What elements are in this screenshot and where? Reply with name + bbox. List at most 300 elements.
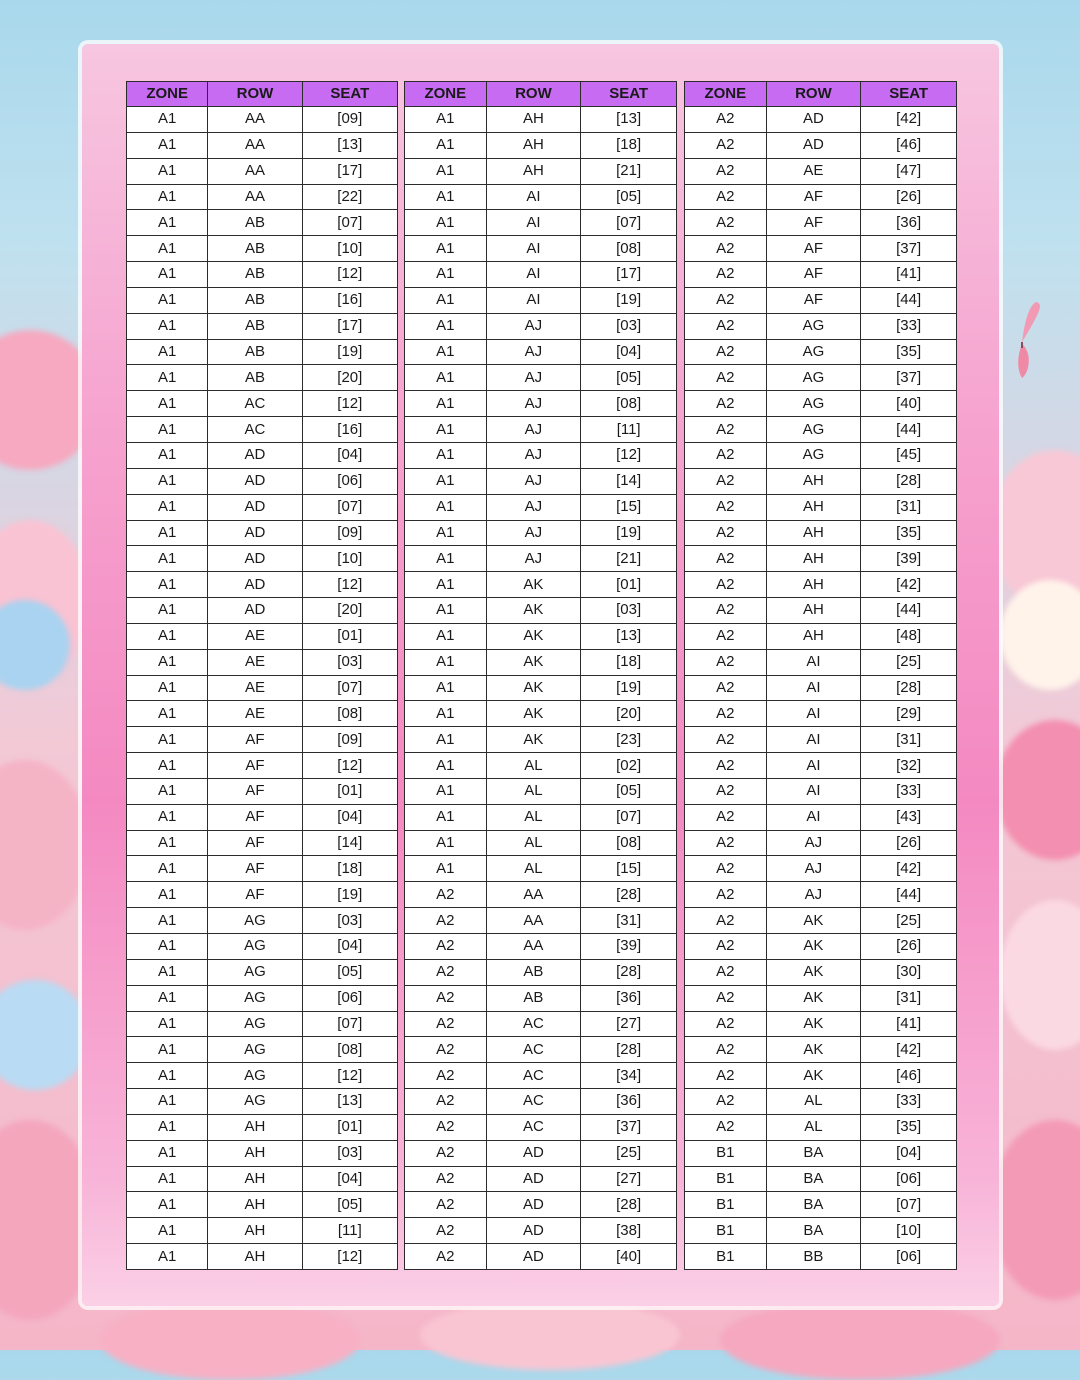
row-cell: AG [766, 313, 861, 339]
zone-cell: A1 [127, 1192, 208, 1218]
seat-cell: [13] [302, 132, 397, 158]
table-row [405, 184, 677, 210]
zone-cell: A1 [127, 1244, 208, 1270]
table-row [405, 830, 677, 856]
table-row [405, 365, 677, 391]
seat-cell: [28] [581, 882, 677, 908]
row-cell: AH [208, 1166, 302, 1192]
row-cell: AK [766, 908, 861, 934]
zone-cell: A1 [127, 572, 208, 598]
zone-cell: A1 [405, 132, 487, 158]
zone-cell: A2 [685, 365, 767, 391]
table-row [685, 598, 957, 624]
table-row [685, 753, 957, 779]
seat-cell: [37] [861, 236, 957, 262]
zone-cell: A2 [685, 1114, 767, 1140]
table-row [685, 1114, 957, 1140]
zone-cell: A2 [685, 882, 767, 908]
seat-cell: [36] [581, 985, 677, 1011]
zone-cell: A2 [685, 236, 767, 262]
seat-cell: [28] [581, 959, 677, 985]
zone-cell: A1 [127, 1114, 208, 1140]
table-row [127, 262, 398, 288]
zone-cell: A2 [685, 830, 767, 856]
seat-cell: [27] [581, 1166, 677, 1192]
seat-cell: [05] [581, 365, 677, 391]
zone-cell: A1 [127, 417, 208, 443]
zone-cell: A1 [127, 158, 208, 184]
row-cell: AA [208, 107, 302, 133]
zone-cell: A1 [405, 158, 487, 184]
row-cell: AG [766, 339, 861, 365]
row-cell: AG [766, 442, 861, 468]
table-row [685, 1140, 957, 1166]
table-row [127, 804, 398, 830]
row-cell: AB [208, 365, 302, 391]
table-row [405, 1089, 677, 1115]
zone-cell: A1 [405, 313, 487, 339]
seat-cell: [06] [302, 468, 397, 494]
row-cell: AK [486, 649, 581, 675]
seat-cell: [35] [861, 520, 957, 546]
seat-cell: [08] [302, 701, 397, 727]
butterfly-icon [1000, 302, 1042, 380]
table-row [127, 287, 398, 313]
seat-cell: [44] [861, 598, 957, 624]
row-cell: AI [766, 753, 861, 779]
seat-cell: [07] [581, 210, 677, 236]
seat-cell: [14] [581, 468, 677, 494]
seat-cell: [03] [581, 598, 677, 624]
row-cell: AH [486, 158, 581, 184]
table-row [685, 1089, 957, 1115]
seat-cell: [03] [302, 1140, 397, 1166]
table-row [405, 985, 677, 1011]
seat-cell: [30] [861, 959, 957, 985]
row-cell: AF [208, 804, 302, 830]
row-cell: AF [208, 882, 302, 908]
seat-cell: [07] [302, 210, 397, 236]
zone-cell: A2 [405, 1244, 487, 1270]
zone-cell: A2 [405, 882, 487, 908]
zone-cell: A1 [127, 856, 208, 882]
row-cell: AG [208, 1063, 302, 1089]
row-cell: AL [486, 856, 581, 882]
table-row [405, 675, 677, 701]
seat-cell: [15] [581, 494, 677, 520]
zone-cell: A1 [127, 468, 208, 494]
row-cell: AK [486, 727, 581, 753]
zone-cell: A2 [405, 908, 487, 934]
zone-cell: A1 [127, 727, 208, 753]
table-row [405, 107, 677, 133]
zone-cell: A2 [685, 210, 767, 236]
row-cell: AB [208, 339, 302, 365]
zone-cell: A1 [127, 184, 208, 210]
seat-cell: [44] [861, 882, 957, 908]
seat-cell: [41] [861, 1011, 957, 1037]
seat-cell: [09] [302, 727, 397, 753]
table-row [685, 520, 957, 546]
row-cell: AC [486, 1089, 581, 1115]
seat-cell: [09] [302, 107, 397, 133]
table-row [685, 468, 957, 494]
seat-cell: [41] [861, 262, 957, 288]
row-cell: AG [208, 985, 302, 1011]
zone-cell: A2 [685, 675, 767, 701]
seat-cell: [19] [302, 882, 397, 908]
zone-cell: A2 [405, 1063, 487, 1089]
seat-cell: [40] [581, 1244, 677, 1270]
table-row [127, 236, 398, 262]
seat-cell: [29] [861, 701, 957, 727]
row-cell: AC [486, 1114, 581, 1140]
zone-cell: A1 [405, 649, 487, 675]
zone-cell: A2 [685, 132, 767, 158]
seat-cell: [03] [581, 313, 677, 339]
table-row [405, 236, 677, 262]
table-row [405, 132, 677, 158]
row-cell: AG [208, 908, 302, 934]
zone-cell: A1 [405, 365, 487, 391]
zone-cell: A1 [127, 1166, 208, 1192]
zone-cell: A1 [127, 210, 208, 236]
row-cell: AK [486, 701, 581, 727]
table-row [127, 1114, 398, 1140]
seat-cell: [03] [302, 908, 397, 934]
row-cell: AF [208, 727, 302, 753]
zone-cell: A1 [127, 520, 208, 546]
seat-cell: [35] [861, 339, 957, 365]
table-row [405, 313, 677, 339]
table-row [405, 753, 677, 779]
seat-cell: [07] [861, 1192, 957, 1218]
zone-cell: A2 [405, 1114, 487, 1140]
row-cell: AA [486, 908, 581, 934]
zone-cell: A2 [685, 262, 767, 288]
seat-cell: [47] [861, 158, 957, 184]
seat-cell: [05] [581, 778, 677, 804]
table-row [405, 391, 677, 417]
table-row [127, 649, 398, 675]
row-cell: BA [766, 1166, 861, 1192]
seat-cell: [12] [302, 572, 397, 598]
seat-cell: [20] [581, 701, 677, 727]
seat-cell: [06] [861, 1166, 957, 1192]
zone-cell: A2 [685, 417, 767, 443]
seat-cell: [35] [861, 1114, 957, 1140]
table-row [685, 727, 957, 753]
seat-cell: [01] [581, 572, 677, 598]
zone-cell: A1 [127, 287, 208, 313]
seat-cell: [23] [581, 727, 677, 753]
row-cell: AI [766, 804, 861, 830]
table-row [127, 184, 398, 210]
row-cell: AH [208, 1218, 302, 1244]
seat-cell: [43] [861, 804, 957, 830]
row-cell: AL [766, 1089, 861, 1115]
table-row [127, 132, 398, 158]
seat-cell: [28] [581, 1037, 677, 1063]
table-row [127, 1166, 398, 1192]
table-row [685, 442, 957, 468]
seat-cell: [31] [581, 908, 677, 934]
row-cell: BA [766, 1140, 861, 1166]
seat-header: SEAT [302, 82, 397, 107]
table-row [405, 158, 677, 184]
row-cell: AI [486, 236, 581, 262]
seat-cell: [25] [861, 908, 957, 934]
zone-cell: A1 [127, 339, 208, 365]
zone-cell: A1 [127, 1011, 208, 1037]
row-cell: AG [208, 1037, 302, 1063]
row-cell: AD [208, 572, 302, 598]
zone-cell: A2 [685, 1037, 767, 1063]
row-cell: AC [486, 1011, 581, 1037]
seat-cell: [31] [861, 727, 957, 753]
seat-cell: [42] [861, 1037, 957, 1063]
zone-cell: A2 [685, 572, 767, 598]
table-row [685, 339, 957, 365]
zone-cell: A1 [127, 365, 208, 391]
row-cell: AD [766, 132, 861, 158]
zone-cell: A1 [127, 494, 208, 520]
seat-cell: [33] [861, 1089, 957, 1115]
seat-cell: [13] [302, 1089, 397, 1115]
seat-table-2 [404, 81, 677, 1270]
row-cell: AH [766, 623, 861, 649]
table-row [127, 727, 398, 753]
row-cell: AJ [766, 830, 861, 856]
zone-cell: A1 [127, 675, 208, 701]
seat-cell: [13] [581, 107, 677, 133]
zone-cell: A1 [405, 804, 487, 830]
zone-cell: A1 [127, 1037, 208, 1063]
table-row [405, 1037, 677, 1063]
seat-cell: [28] [861, 468, 957, 494]
zone-cell: A1 [405, 520, 487, 546]
seat-cell: [28] [861, 675, 957, 701]
zone-cell: A1 [127, 908, 208, 934]
table-row [127, 985, 398, 1011]
row-cell: AK [766, 1011, 861, 1037]
table-row [127, 494, 398, 520]
zone-cell: A2 [685, 442, 767, 468]
zone-cell: A1 [405, 494, 487, 520]
row-cell: AA [208, 184, 302, 210]
row-cell: AJ [486, 494, 581, 520]
seat-cell: [12] [581, 442, 677, 468]
table-row [127, 210, 398, 236]
seat-cell: [21] [581, 158, 677, 184]
seat-cell: [46] [861, 132, 957, 158]
zone-cell: A2 [685, 778, 767, 804]
row-cell: AJ [486, 546, 581, 572]
table-row [405, 210, 677, 236]
row-cell: AL [486, 753, 581, 779]
table-row [685, 313, 957, 339]
row-cell: AH [766, 572, 861, 598]
seat-cell: [19] [302, 339, 397, 365]
row-cell: BA [766, 1218, 861, 1244]
table-row [127, 1037, 398, 1063]
zone-cell: A1 [127, 701, 208, 727]
row-cell: AJ [486, 442, 581, 468]
table-row [685, 417, 957, 443]
row-cell: AI [766, 649, 861, 675]
row-cell: AG [208, 959, 302, 985]
table-row [685, 107, 957, 133]
seat-cell: [18] [581, 649, 677, 675]
seat-cell: [15] [581, 856, 677, 882]
zone-header: ZONE [405, 82, 487, 107]
zone-cell: A1 [127, 391, 208, 417]
zone-cell: A1 [405, 184, 487, 210]
zone-cell: A2 [685, 391, 767, 417]
zone-cell: A2 [685, 908, 767, 934]
seat-cell: [12] [302, 391, 397, 417]
seat-cell: [19] [581, 520, 677, 546]
row-cell: AI [486, 287, 581, 313]
zone-cell: B1 [685, 1218, 767, 1244]
row-cell: AB [208, 313, 302, 339]
table-row [405, 701, 677, 727]
row-cell: AC [208, 417, 302, 443]
seat-cell: [05] [302, 959, 397, 985]
table-row [685, 1218, 957, 1244]
table-row [405, 262, 677, 288]
table-row [405, 1218, 677, 1244]
zone-cell: A1 [405, 236, 487, 262]
table-row [685, 494, 957, 520]
table-row [127, 365, 398, 391]
table-row [405, 649, 677, 675]
seat-cell: [21] [581, 546, 677, 572]
seat-cell: [18] [302, 856, 397, 882]
row-cell: AG [208, 1011, 302, 1037]
table-row [405, 417, 677, 443]
row-cell: AE [766, 158, 861, 184]
row-cell: AF [766, 210, 861, 236]
row-header: ROW [486, 82, 581, 107]
seat-cell: [08] [302, 1037, 397, 1063]
row-cell: AJ [486, 365, 581, 391]
seat-cell: [25] [861, 649, 957, 675]
row-cell: AH [208, 1140, 302, 1166]
seat-cell: [36] [581, 1089, 677, 1115]
zone-cell: A1 [127, 107, 208, 133]
row-cell: AJ [486, 391, 581, 417]
table-row [685, 675, 957, 701]
table-row [685, 1011, 957, 1037]
zone-cell: A1 [127, 985, 208, 1011]
zone-cell: A2 [685, 1063, 767, 1089]
row-cell: AH [766, 546, 861, 572]
table-row [405, 1166, 677, 1192]
zone-cell: A1 [405, 830, 487, 856]
zone-cell: A1 [127, 1218, 208, 1244]
zone-cell: A1 [127, 236, 208, 262]
seat-cell: [12] [302, 753, 397, 779]
table-row [685, 985, 957, 1011]
seat-cell: [04] [302, 442, 397, 468]
seat-cell: [38] [581, 1218, 677, 1244]
seat-cell: [20] [302, 365, 397, 391]
row-cell: AL [486, 830, 581, 856]
row-cell: AD [486, 1218, 581, 1244]
zone-cell: A1 [127, 262, 208, 288]
zone-cell: B1 [685, 1244, 767, 1270]
seat-cell: [06] [861, 1244, 957, 1270]
table-row [685, 830, 957, 856]
zone-cell: A1 [127, 1063, 208, 1089]
zone-cell: A1 [127, 546, 208, 572]
table-row [405, 959, 677, 985]
row-cell: AG [208, 934, 302, 960]
table-row [685, 365, 957, 391]
seat-cell: [05] [581, 184, 677, 210]
seat-cell: [48] [861, 623, 957, 649]
row-cell: AK [766, 1037, 861, 1063]
table-row [127, 830, 398, 856]
seat-cell: [26] [861, 184, 957, 210]
row-cell: AH [766, 494, 861, 520]
row-cell: AF [208, 753, 302, 779]
table-row [127, 882, 398, 908]
table-row [127, 158, 398, 184]
seat-cell: [12] [302, 262, 397, 288]
seat-cell: [01] [302, 623, 397, 649]
row-header: ROW [208, 82, 302, 107]
row-cell: AK [766, 985, 861, 1011]
zone-cell: A1 [405, 210, 487, 236]
zone-cell: A1 [405, 262, 487, 288]
table-row [127, 520, 398, 546]
seat-cell: [16] [302, 287, 397, 313]
row-cell: AC [486, 1037, 581, 1063]
row-cell: BA [766, 1192, 861, 1218]
row-cell: AI [766, 701, 861, 727]
seat-cell: [39] [581, 934, 677, 960]
table-row [127, 598, 398, 624]
row-cell: AJ [486, 313, 581, 339]
table-row [405, 598, 677, 624]
row-cell: AH [766, 598, 861, 624]
row-cell: AK [486, 623, 581, 649]
row-cell: AF [766, 184, 861, 210]
zone-cell: A2 [405, 985, 487, 1011]
table-row [127, 701, 398, 727]
seat-cell: [07] [302, 494, 397, 520]
table-row [127, 468, 398, 494]
zone-cell: A2 [685, 107, 767, 133]
row-cell: BB [766, 1244, 861, 1270]
seat-header: SEAT [581, 82, 677, 107]
table-row [405, 572, 677, 598]
seat-cell: [10] [302, 546, 397, 572]
row-cell: AH [208, 1114, 302, 1140]
seat-cell: [02] [581, 753, 677, 779]
seat-cell: [08] [581, 391, 677, 417]
table-row [685, 1244, 957, 1270]
row-cell: AI [486, 210, 581, 236]
table-row [685, 623, 957, 649]
zone-cell: A2 [685, 546, 767, 572]
table-row [685, 778, 957, 804]
zone-cell: A1 [405, 856, 487, 882]
zone-cell: A2 [405, 1011, 487, 1037]
row-cell: AF [766, 287, 861, 313]
